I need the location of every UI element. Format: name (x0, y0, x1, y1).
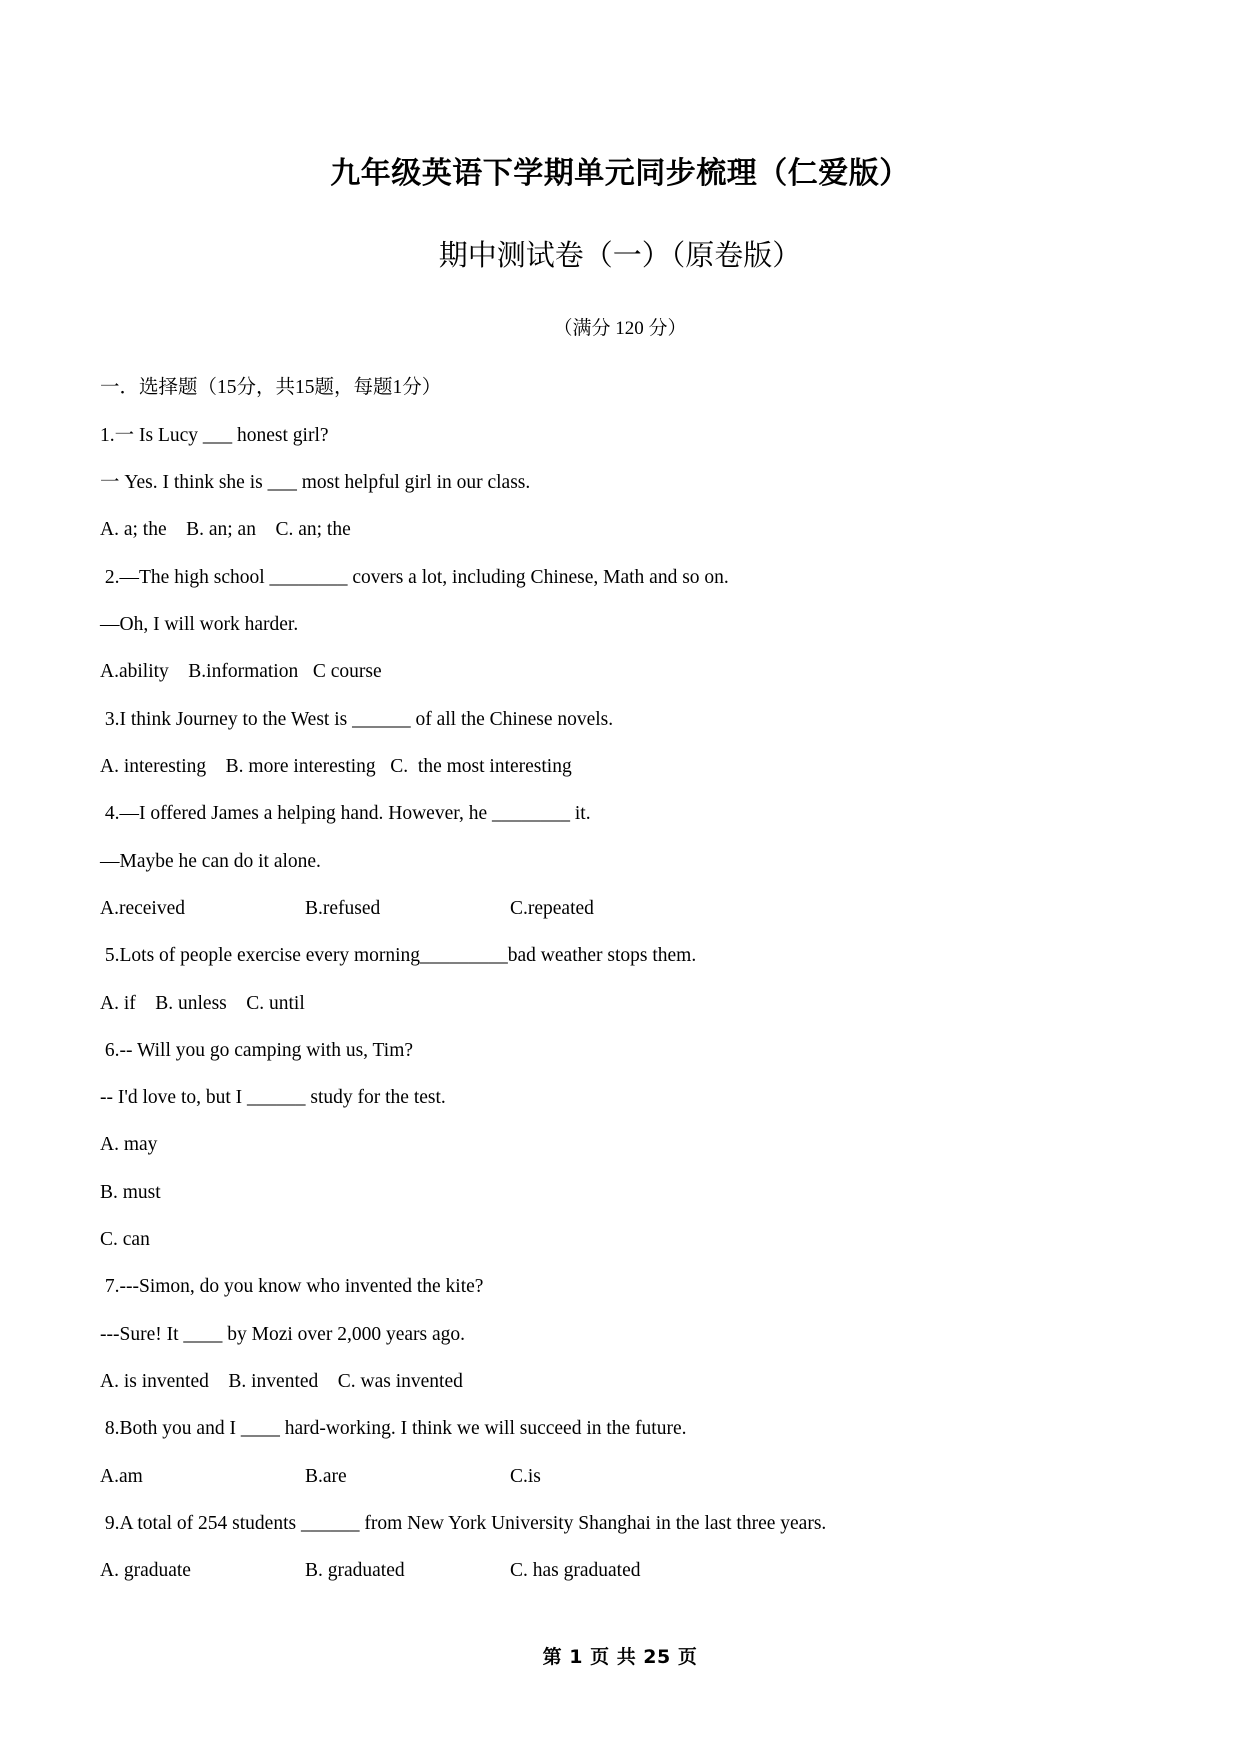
question-stem: 1.一 Is Lucy ___ honest girl? (100, 424, 329, 446)
page-indicator: 第 1 页 共 25 页 (542, 1646, 698, 1668)
option-c: C. has graduated (510, 1560, 641, 1582)
question-stem: 7.---Simon, do you know who invented the kite? (100, 1276, 484, 1298)
question-stem: 3.I think Journey to the West is ______ of all the Chinese novels. (100, 708, 614, 730)
question-stem: 2.—The high school ________ covers a lot, including Chinese, Math and so on. (100, 566, 729, 588)
document-title: 九年级英语下学期单元同步梳理（仁爱版） (330, 156, 910, 191)
option-c: C.is (510, 1465, 541, 1487)
question-stem: 5.Lots of people exercise every morning_________bad weather stops them. (100, 945, 697, 967)
option-a: A.am (100, 1465, 143, 1487)
question-stem-reply: ---Sure! It ____ by Mozi over 2,000 years ago. (100, 1323, 465, 1345)
question-stem: 8.Both you and I ____ hard-working. I think we will succeed in the future. (100, 1418, 687, 1440)
question-options (100, 875, 1140, 922)
question-options (100, 1537, 1140, 1584)
question-options (100, 1443, 1140, 1490)
question-options: A. is invented B. invented C. was invented (100, 1371, 463, 1392)
question-stem-reply: —Maybe he can do it alone. (100, 850, 321, 872)
question-stem: 6.-- Will you go camping with us, Tim? (100, 1039, 414, 1061)
question-stem: 4.—I offered James a helping hand. However, he ________ it. (100, 803, 591, 825)
option-b: B. must (100, 1181, 161, 1203)
option-a: A.received (100, 897, 185, 919)
option-a: A. graduate (100, 1560, 191, 1582)
option-b: B.are (305, 1465, 347, 1487)
question-stem-reply: —Oh, I will work harder. (100, 614, 299, 635)
option-c: C.repeated (510, 897, 594, 919)
question-stem-reply: -- I'd love to, but I ______ study for the test. (100, 1087, 446, 1109)
page-footer (0, 1642, 1240, 1669)
page-content (100, 0, 1140, 1585)
option-b: B.refused (305, 897, 381, 919)
question-options: A. interesting B. more interesting C. the most interesting (100, 755, 572, 777)
total-score-line: （满分 120 分） (553, 317, 687, 339)
option-b: B. graduated (305, 1560, 405, 1582)
document-subtitle: 期中测试卷（一）（原卷版） (438, 237, 802, 272)
option-c: C. can (100, 1229, 150, 1251)
question-stem: 9.A total of 254 students ______ from New York University Shanghai in the last three years. (100, 1512, 827, 1534)
section-heading-multiple-choice: 一．选择题（15分，共15题，每题1分） (100, 377, 442, 399)
question-options: A.ability B.information C course (100, 661, 382, 683)
option-a: A. may (100, 1134, 158, 1156)
question-options: A. a; the B. an; an C. an; the (100, 519, 351, 541)
question-stem-reply: 一 Yes. I think she is ___ most helpful girl in our class. (100, 472, 531, 494)
question-options: A. if B. unless C. until (100, 992, 305, 1014)
